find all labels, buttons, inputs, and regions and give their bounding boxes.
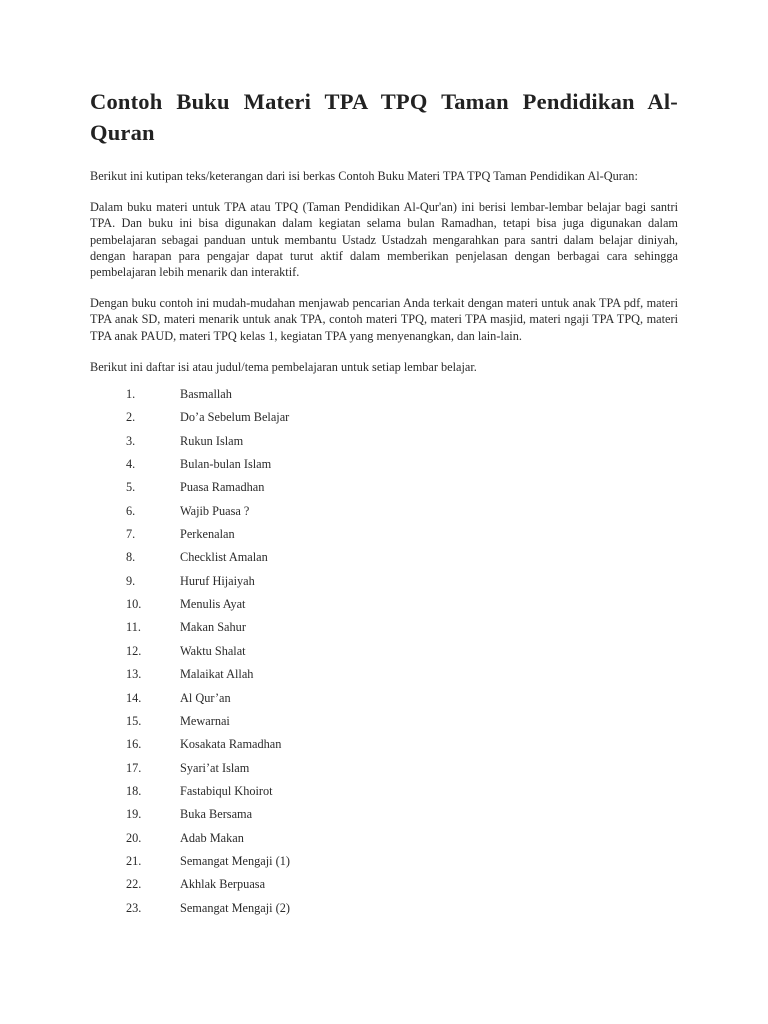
list-item-label: Malaikat Allah <box>180 667 254 682</box>
list-item-label: Syari’at Islam <box>180 760 250 775</box>
list-item-label: Menulis Ayat <box>180 597 246 612</box>
list-item-label: Puasa Ramadhan <box>180 480 265 495</box>
list-item <box>90 687 678 710</box>
list-item-label: Buka Bersama <box>180 807 253 822</box>
list-item-label: Fastabiqul Khoirot <box>180 783 273 798</box>
list-item-label: Waktu Shalat <box>180 643 246 658</box>
list-item <box>90 430 678 453</box>
search-terms-paragraph: Dengan buku contoh ini mudah-mudahan menjawab pencarian Anda terkait dengan materi untuk anak TPA pdf, materi TPA anak SD, materi menarik untuk anak TPA, contoh materi TPQ, materi TPA masjid, materi ngaji TPA TPQ, materi TPA anak PAUD, materi TPQ kelas 1, kegiatan TPA yang menyenangkan, dan lain-lain. <box>90 296 678 343</box>
list-item <box>90 500 678 523</box>
list-item <box>90 593 678 616</box>
list-item <box>90 733 678 756</box>
list-item-number: 1. <box>126 387 136 402</box>
list-item-number: 16. <box>126 737 142 752</box>
list-item <box>90 873 678 896</box>
topic-list <box>90 383 678 920</box>
list-item-number: 18. <box>126 783 142 798</box>
list-item <box>90 453 678 476</box>
list-item-number: 22. <box>126 877 142 892</box>
list-item-number: 10. <box>126 597 142 612</box>
list-item-number: 6. <box>126 503 136 518</box>
list-item <box>90 616 678 639</box>
list-item-label: Akhlak Berpuasa <box>180 877 266 892</box>
list-item-label: Kosakata Ramadhan <box>180 737 282 752</box>
list-item-number: 17. <box>126 760 142 775</box>
list-item-label: Al Qur’an <box>180 690 231 705</box>
list-item <box>90 757 678 780</box>
list-item-number: 5. <box>126 480 136 495</box>
list-item-number: 4. <box>126 457 136 472</box>
list-item-label: Makan Sahur <box>180 620 246 635</box>
list-item-label: Do’a Sebelum Belajar <box>180 410 290 425</box>
list-item-number: 19. <box>126 807 142 822</box>
list-item-number: 14. <box>126 690 142 705</box>
list-item <box>90 546 678 569</box>
list-item-number: 2. <box>126 410 136 425</box>
list-item-label: Adab Makan <box>180 830 244 845</box>
list-item-number: 11. <box>126 620 141 635</box>
list-item-number: 13. <box>126 667 142 682</box>
list-item-label: Checklist Amalan <box>180 550 268 565</box>
list-item <box>90 850 678 873</box>
list-item <box>90 523 678 546</box>
list-item-label: Bulan-bulan Islam <box>180 457 272 472</box>
list-item-number: 12. <box>126 643 142 658</box>
list-item-number: 15. <box>126 713 142 728</box>
list-item-label: Perkenalan <box>180 527 235 542</box>
document-page <box>90 86 678 920</box>
list-item <box>90 780 678 803</box>
list-item <box>90 570 678 593</box>
list-item-label: Basmallah <box>180 387 232 402</box>
list-item-number: 3. <box>126 433 136 448</box>
list-item-number: 21. <box>126 853 142 868</box>
list-item <box>90 803 678 826</box>
list-item <box>90 406 678 429</box>
list-item-label: Wajib Puasa ? <box>180 503 250 518</box>
list-item-label: Huruf Hijaiyah <box>180 573 255 588</box>
list-item-number: 7. <box>126 527 136 542</box>
list-item <box>90 476 678 499</box>
document-title: Contoh Buku Materi TPA TPQ Taman Pendidikan Al-Quran <box>90 89 678 145</box>
list-item-number: 8. <box>126 550 136 565</box>
list-item <box>90 383 678 406</box>
list-item-number: 9. <box>126 573 136 588</box>
list-item-label: Semangat Mengaji (2) <box>180 900 290 915</box>
list-item <box>90 640 678 663</box>
list-intro-paragraph: Berikut ini daftar isi atau judul/tema pembelajaran untuk setiap lembar belajar. <box>90 359 477 374</box>
list-item <box>90 897 678 920</box>
list-item <box>90 663 678 686</box>
list-item-label: Rukun Islam <box>180 433 244 448</box>
list-item-label: Mewarnai <box>180 713 230 728</box>
list-item-number: 23. <box>126 900 142 915</box>
list-item-number: 20. <box>126 830 142 845</box>
description-paragraph: Dalam buku materi untuk TPA atau TPQ (Taman Pendidikan Al-Qur'an) ini berisi lembar-lembar belajar bagi santri TPA. Dan buku ini bisa digunakan dalam kegiatan selama bulan Ramadhan, tetapi bisa juga digunakan dalam pembelajaran sebagai panduan untuk membantu Ustadz Ustadzah mengarahkan para santri dalam belajar diniyah, dengan harapan para pengajar dapat turut aktif dalam memberikan penjelasan dengan berbagai cara sehingga pembelajaran lebih menarik dan interaktif. <box>90 200 678 280</box>
intro-paragraph: Berikut ini kutipan teks/keterangan dari isi berkas Contoh Buku Materi TPA TPQ Taman Pendidikan Al-Quran: <box>90 169 638 183</box>
list-item <box>90 827 678 850</box>
list-item <box>90 710 678 733</box>
list-item-label: Semangat Mengaji (1) <box>180 853 290 868</box>
